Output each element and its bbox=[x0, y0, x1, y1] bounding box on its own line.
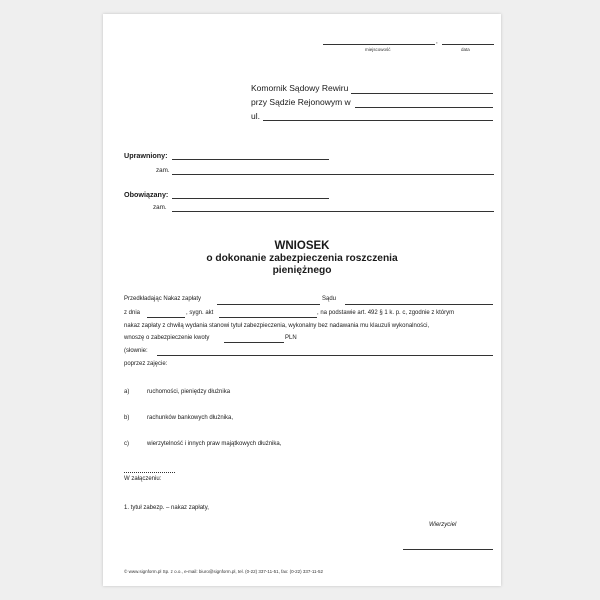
option-a-text[interactable]: ruchomości, pieniędzy dłużnika bbox=[147, 389, 231, 395]
case-number-field[interactable] bbox=[219, 317, 317, 318]
date-line[interactable] bbox=[442, 44, 494, 45]
addressee-field-3[interactable] bbox=[263, 120, 493, 121]
creditor-label: Uprawniony: bbox=[124, 151, 168, 160]
option-a-marker: a) bbox=[124, 389, 130, 395]
document-subtitle: o dokonanie zabezpieczenia roszczenia bbox=[206, 253, 398, 264]
document-subtitle-2: pieniężnego bbox=[272, 265, 332, 276]
addressee-line-2: przy Sądzie Rejonowym w bbox=[251, 97, 351, 107]
court-order-field[interactable] bbox=[217, 304, 320, 305]
body-text-p4b: PLN bbox=[285, 335, 297, 341]
debtor-address-field[interactable] bbox=[172, 211, 494, 212]
place-caption: miejscowość bbox=[365, 47, 391, 52]
option-b-marker: b) bbox=[124, 415, 130, 421]
order-date-field[interactable] bbox=[147, 317, 185, 318]
body-text-p3: nakaz zapłaty z chwilą wydania stanowi tytuł zabezpieczenia, wykonalny bez nadawania mu klauzuli wykonalności, bbox=[124, 323, 430, 329]
body-text-p2a: z dnia bbox=[124, 310, 141, 316]
body-text-p4a: wnoszę o zabezpieczenie kwoty bbox=[124, 335, 210, 341]
creditor-name-field[interactable] bbox=[172, 159, 329, 160]
body-text-p2b: , sygn. akt bbox=[186, 310, 214, 316]
document-page bbox=[103, 14, 501, 586]
signature-label: Wierzyciel bbox=[429, 522, 457, 528]
body-text-p1a: Przedkładając Nakaz zapłaty bbox=[124, 296, 202, 302]
attachments-label: W załączeniu: bbox=[124, 476, 162, 482]
amount-in-words-field[interactable] bbox=[157, 355, 493, 356]
creditor-address-label: zam. bbox=[156, 167, 170, 174]
attachments-divider bbox=[124, 472, 175, 473]
body-text-p6: poprzez zajęcie: bbox=[124, 361, 168, 367]
addressee-field-2[interactable] bbox=[355, 107, 493, 108]
addressee-line-1: Komornik Sądowy Rewiru bbox=[251, 83, 349, 93]
amount-field[interactable] bbox=[224, 342, 284, 343]
option-b-text[interactable]: rachunków bankowych dłużnika, bbox=[147, 415, 234, 421]
footer-text: © www.signform.pl Sp. z o.o., e-mail: biuro@signform.pl, tel. (0-22) 337-11-51, fax: (0-22) 337-11-52 bbox=[124, 569, 324, 574]
attachment-item-1: 1. tytuł zabezp. – nakaz zapłaty, bbox=[124, 505, 209, 511]
comma-separator: , bbox=[436, 38, 438, 45]
option-c-marker: c) bbox=[124, 441, 129, 447]
body-text-p1b: Sądu bbox=[322, 296, 337, 302]
debtor-name-field[interactable] bbox=[172, 198, 329, 199]
addressee-line-3: ul. bbox=[251, 111, 260, 121]
date-caption: data bbox=[461, 47, 470, 52]
signature-line[interactable] bbox=[403, 549, 493, 550]
debtor-label: Obowiązany: bbox=[124, 190, 169, 199]
document-title: WNIOSEK bbox=[274, 240, 330, 252]
body-text-p2c: , na podstawie art. 492 § 1 k. p. c, zgodnie z którym bbox=[317, 310, 455, 316]
place-line[interactable] bbox=[323, 44, 435, 45]
court-name-field[interactable] bbox=[345, 304, 493, 305]
body-text-p5: (słownie: bbox=[124, 348, 148, 354]
addressee-field-1[interactable] bbox=[351, 93, 493, 94]
option-c-text[interactable]: wierzytelność i innych praw majątkowych dłużnika, bbox=[147, 441, 282, 447]
creditor-address-field[interactable] bbox=[172, 174, 494, 175]
debtor-address-label: zam. bbox=[153, 204, 167, 211]
